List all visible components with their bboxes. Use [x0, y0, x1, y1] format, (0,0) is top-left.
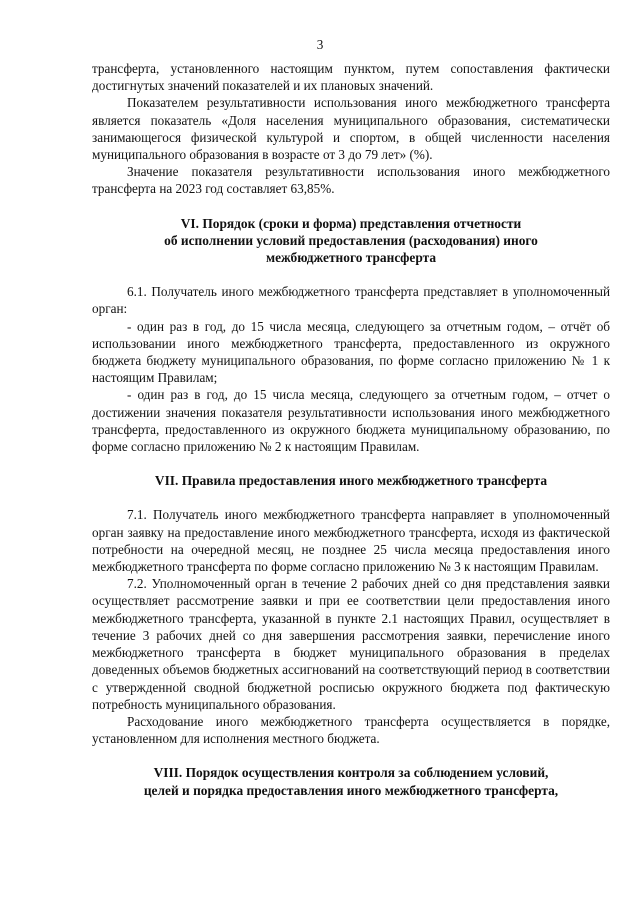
section-heading-7 — [92, 472, 610, 489]
paragraph: Показателем результативности использования иного межбюджетного трансферта является показатель «Доля населения муниципального образования, систематически занимающегося физической культурой и спортом, в общей численности населения муниципального образования в возрасте от 3 до 79 лет» (%). — [92, 95, 610, 163]
paragraph: трансферта, установленного настоящим пунктом, путем сопоставления фактически достигнутых значений показателей и их плановых значений. — [92, 61, 610, 94]
list-item: - один раз в год, до 15 числа месяца, следующего за отчетным годом, – отчёт об использовании иного межбюджетного трансферта, предоставленного из окружного бюджета бюджету муниципального образования, по форме согласно приложению № 1 к настоящим Правилам; — [92, 318, 610, 386]
heading-line: VII. Правила предоставления иного межбюджетного трансферта — [154, 473, 548, 489]
heading-line: об исполнении условий предоставления (расходования) иного — [164, 232, 538, 248]
paragraph: 6.1. Получатель иного межбюджетного трансферта представляет в уполномоченный орган: — [92, 284, 610, 317]
heading-line: VI. Порядок (сроки и форма) представления отчетности — [180, 215, 522, 231]
paragraph: 7.1. Получатель иного межбюджетного трансферта направляет в уполномоченный орган заявку на предоставление иного межбюджетного трансферта, исходя из фактической потребности на очередной месяц, не позднее 25 числа месяца предоставления иного межбюджетного трансферта по форме согласно приложению № 3 к настоящим Правилам. — [92, 507, 610, 575]
section-heading-6 — [92, 215, 610, 267]
paragraph: Значение показателя результативности использования иного межбюджетного трансферта на 2023 год составляет 63,85%. — [92, 164, 610, 197]
page-number: 3 — [316, 37, 324, 52]
paragraph: Расходование иного межбюджетного трансферта осуществляется в порядке, установленном для исполнения местного бюджета. — [92, 713, 610, 747]
heading-line: целей и порядка предоставления иного межбюджетного трансферта, — [143, 782, 559, 798]
paragraph: 7.2. Уполномоченный орган в течение 2 рабочих дней со дня представления заявки осуществляет рассмотрение заявки и при ее соответствии цели предоставления иного межбюджетного трансферта, указанной в пункте 2.1 настоящих Правил, осуществляет в течение 3 рабочих дней со дня завершения рассмотрения заявки, перечисление иного межбюджетного трансферта в бюджет муниципального образования в пределах доведенных объемов бюджетных ассигнований на соответствующий период в соответствии с утвержденной сводной бюджетной росписью окружного бюджета под фактическую потребность муниципального образования. — [92, 576, 610, 712]
section-heading-8 — [92, 764, 610, 798]
heading-line: межбюджетного трансферта — [265, 250, 437, 266]
heading-line: VIII. Порядок осуществления контроля за соблюдением условий, — [153, 765, 549, 781]
list-item: - один раз в год, до 15 числа месяца, следующего за отчетным годом, – отчет о достижении значения показателя результативности использования иного межбюджетного трансферта, предоставленного из окружного бюджета муниципальному образованию, по форме согласно приложению № 2 к настоящим Правилам. — [92, 387, 610, 455]
document-body — [92, 60, 610, 799]
